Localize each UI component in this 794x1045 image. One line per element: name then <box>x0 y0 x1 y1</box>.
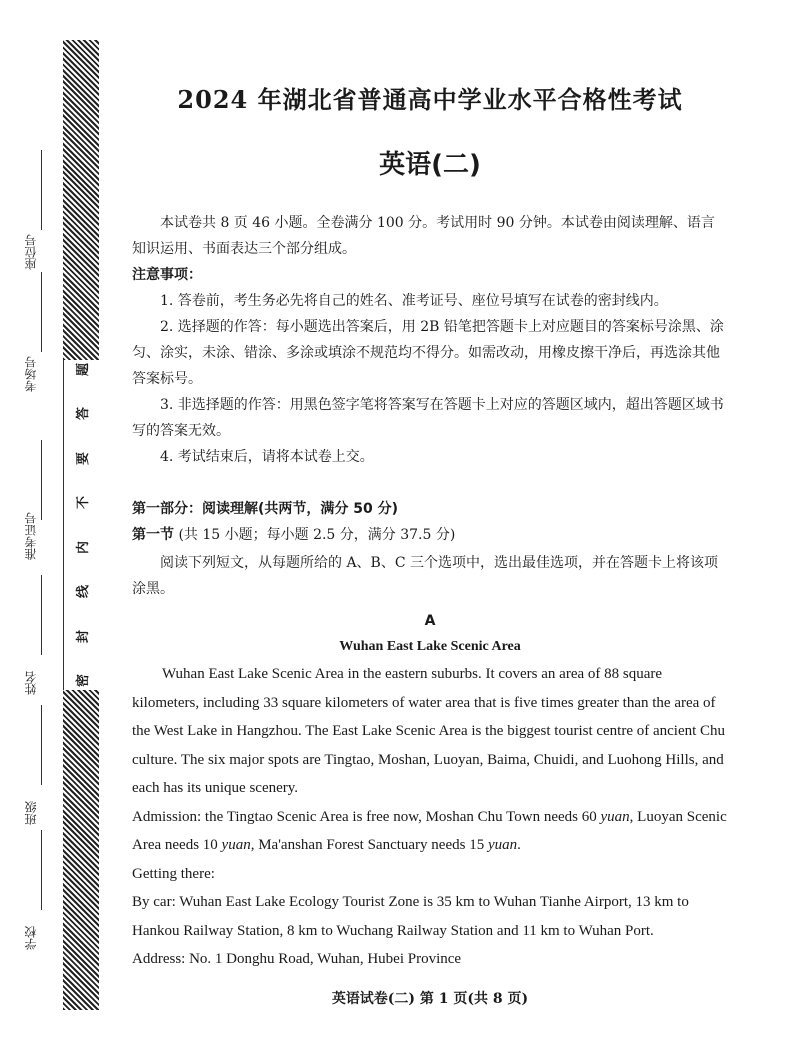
school-field[interactable] <box>22 830 52 950</box>
passage-title: Wuhan East Lake Scenic Area <box>339 639 521 654</box>
address-paragraph: Address: No. 1 Donghu Road, Wuhan, Hubei Province <box>132 951 462 967</box>
note-item: 4. 考试结束后，请将本试卷上交。 <box>160 449 374 465</box>
section-heading <box>132 522 728 548</box>
exam-room-label: 考场号 <box>24 356 38 392</box>
part-heading: 第一部分：阅读理解(共两节，满分 50 分) <box>132 501 399 517</box>
seal-char: 线 <box>76 585 92 599</box>
passage-letter: A <box>424 613 436 629</box>
name-label: 姓名 <box>24 671 38 695</box>
seal-char: 封 <box>76 629 92 643</box>
fill-line <box>41 575 42 655</box>
notes-heading: 注意事项： <box>132 267 202 283</box>
exam-room-field[interactable] <box>22 272 52 392</box>
seal-warning <box>70 360 94 690</box>
admission-text: , Luoyan Scenic Area needs 10 <box>132 808 727 853</box>
fill-line <box>41 705 42 785</box>
currency-unit: yuan <box>487 837 518 853</box>
note-item: 2. 选择题的作答：每小题选出答案后，用 2B 铅笔把答题卡上对应题目的答案标号涂黑、涂匀、涂实，未涂、错涂、多涂或填涂不规范均不得分。如需改动，用橡皮擦干净后，再选涂其他答案标号。 <box>132 319 724 387</box>
admission-text: Admission: the Tingtao Scenic Area is free now, Moshan Chu Town needs 60 <box>132 808 601 825</box>
seal-char: 答 <box>76 407 92 421</box>
currency-unit: yuan <box>221 837 251 853</box>
note-item: 3. 非选择题的作答：用黑色签字笔将答案写在答题卡上对应的答题区域内，超出答题区域书写的答案无效。 <box>132 397 724 439</box>
passage-paragraph: Wuhan East Lake Scenic Area in the eastern suburbs. It covers an area of 88 square kilometers, including 33 square kilometers of water area that is five times greater than the area of the West Lake in Hangzhou. The East Lake Scenic Area is the biggest tourist centre of ancient Chu culture. The six major spots are Tingtao, Moshan, Luoyan, Baima, Chuidi, and Luohong Hills, and each has its unique scenery. <box>132 666 726 796</box>
school-label: 学校 <box>24 926 38 950</box>
hatched-band-bottom <box>63 690 99 1010</box>
fill-line <box>41 830 42 910</box>
exam-subtitle: 英语(二) <box>379 150 481 180</box>
ticket-number-field[interactable] <box>22 440 52 560</box>
by-car-paragraph: By car: Wuhan East Lake Ecology Tourist Zone is 35 km to Wuhan Tianhe Airport, 13 km to Hankou Railway Station, 8 km to Wuchang Railway Station and 11 km to Wuhan Port. <box>132 894 689 939</box>
seal-char: 题 <box>76 362 92 377</box>
section-label: 第一节 <box>132 527 174 543</box>
page-footer: 英语试卷(二) 第 1 页(共 8 页) <box>331 991 529 1007</box>
section-instruction: 阅读下列短文，从每题所给的 A、B、C 三个选项中，选出最佳选项，并在答题卡上将该项涂黑。 <box>132 555 719 597</box>
class-field[interactable] <box>22 705 52 825</box>
seal-char: 内 <box>76 540 92 554</box>
currency-unit: yuan <box>600 808 630 825</box>
ticket-number-label: 准考证号 <box>24 512 38 560</box>
getting-there-heading: Getting there: <box>132 865 215 882</box>
fill-line <box>41 272 42 352</box>
seal-char: 密 <box>76 673 92 687</box>
exam-title: 2024 年湖北省普通高中学业水平合格性考试 <box>177 85 683 114</box>
admission-paragraph: Admission: the Tingtao Scenic Area is free now, Moshan Chu Town needs 60 yuan, Luoyan Scenic Area needs 10 yuan, Ma'anshan Forest Sanctuary needs 15 yuan. <box>132 808 727 853</box>
seal-char: 不 <box>76 496 92 510</box>
hatched-band-top <box>63 40 99 360</box>
seat-number-label: 座位号 <box>24 234 38 270</box>
section-info: (共 15 小题；每小题 2.5 分，满分 37.5 分) <box>178 527 456 543</box>
binding-strip <box>0 0 130 1045</box>
intro-paragraph: 本试卷共 8 页 46 小题。全卷满分 100 分。考试用时 90 分钟。本试卷由阅读理解、语言知识运用、书面表达三个部分组成。 <box>132 215 715 257</box>
class-label: 班级 <box>24 801 38 825</box>
fill-line <box>41 150 42 230</box>
name-field[interactable] <box>22 575 52 695</box>
seat-number-field[interactable] <box>22 150 52 270</box>
seal-char: 要 <box>76 451 92 465</box>
note-item: 1. 答卷前，考生务必先将自己的姓名、准考证号、座位号填写在试卷的密封线内。 <box>160 293 668 309</box>
admission-text: , Ma'anshan Forest Sanctuary needs 15 <box>250 837 488 853</box>
fill-line <box>41 440 42 520</box>
passage-body <box>132 660 728 974</box>
